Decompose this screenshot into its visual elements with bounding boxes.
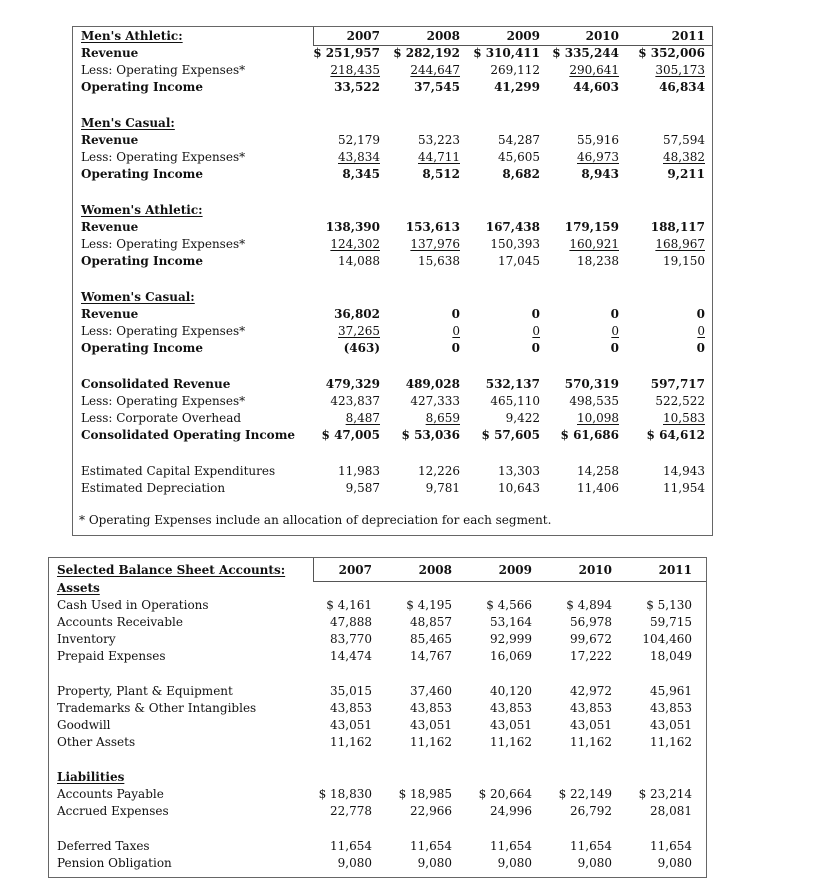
cell-value: $ 4,566 [486,598,532,612]
cell-value: 33,522 [334,80,380,94]
cell-value: $ 64,612 [646,428,705,442]
cell-value: 597,717 [650,377,705,391]
cell-value: 9,211 [667,167,705,181]
cell-value: 99,672 [570,632,612,646]
cell-value: 0 [532,324,540,338]
cell-value: 40,120 [490,684,532,698]
cell-value: 9,080 [577,856,612,870]
cell-value: 11,406 [577,481,619,495]
row-label: Less: Operating Expenses* [81,150,246,164]
cell-value: 305,173 [655,63,705,77]
cell-value: 45,605 [498,150,540,164]
row-label: Estimated Depreciation [81,481,226,495]
row-label: Operating Income [81,167,203,181]
cell-value: 11,654 [410,839,452,853]
cell-value: 43,051 [490,718,532,732]
cell-value: 83,770 [330,632,372,646]
cell-value: 10,583 [663,411,705,425]
row-label: Accounts Payable [57,787,164,801]
cell-value: 11,983 [338,464,380,478]
row-label: Less: Operating Expenses* [81,237,246,251]
cell-value: 43,051 [410,718,452,732]
cell-value: 17,045 [498,254,540,268]
cell-value: 52,179 [338,133,380,147]
cell-value: 43,051 [330,718,372,732]
cell-value: 44,711 [418,150,460,164]
cell-value: 13,303 [498,464,540,478]
cell-value: 489,028 [405,377,460,391]
cell-value: 9,781 [425,481,460,495]
cell-value: 150,393 [490,237,540,251]
cell-value: 11,654 [570,839,612,853]
cell-value: $ 4,195 [406,598,452,612]
cell-value: 11,162 [490,735,532,749]
cell-value: 11,162 [650,735,692,749]
cell-value: 427,333 [410,394,460,408]
cell-value: 188,117 [650,220,705,234]
cell-value: 244,647 [410,63,460,77]
cell-value: 43,051 [650,718,692,732]
cell-value: 11,954 [663,481,705,495]
cell-value: 11,654 [490,839,532,853]
cell-value: 11,654 [330,839,372,853]
cell-value: 43,853 [490,701,532,715]
balance-sheet-table [48,557,707,878]
cell-value: 42,972 [570,684,612,698]
cell-value: 104,460 [642,632,692,646]
year-header: 2011 [658,563,692,577]
cell-value: 28,081 [650,804,692,818]
cell-value: 269,112 [490,63,540,77]
cell-value: 43,051 [570,718,612,732]
cell-value: 0 [610,341,619,355]
row-label: Cash Used in Operations [57,598,209,612]
cell-value: 35,015 [330,684,372,698]
cell-value: 14,258 [577,464,619,478]
cell-value: $ 61,686 [560,428,619,442]
year-header: 2011 [671,29,705,43]
row-label: Operating Income [81,254,203,268]
cell-value: $ 18,830 [318,787,372,801]
cell-value: 92,999 [490,632,532,646]
cell-value: 8,487 [345,411,380,425]
row-label: Revenue [81,46,139,60]
cell-value: 22,966 [410,804,452,818]
row-label: Consolidated Operating Income [81,428,296,442]
row-label: Less: Operating Expenses* [81,63,246,77]
cell-value: 48,382 [663,150,705,164]
cell-value: 55,916 [577,133,619,147]
cell-value: 85,465 [410,632,452,646]
cell-value: 9,080 [417,856,452,870]
cell-value: $ 352,006 [638,46,705,60]
cell-value: 37,265 [338,324,380,338]
row-label: Property, Plant & Equipment [57,684,233,698]
cell-value: 570,319 [564,377,619,391]
cell-value: 0 [451,341,460,355]
cell-value: 218,435 [330,63,380,77]
cell-value: 179,159 [564,220,619,234]
cell-value: 9,587 [345,481,380,495]
cell-value: 46,973 [577,150,619,164]
cell-value: 10,098 [577,411,619,425]
cell-value: 47,888 [330,615,372,629]
row-label: Revenue [81,307,139,321]
cell-value: $ 251,957 [313,46,380,60]
cell-value: 0 [451,307,460,321]
group-title: Liabilities [57,770,125,784]
year-header: 2008 [426,29,460,43]
cell-value: 9,080 [657,856,692,870]
cell-value: 10,643 [498,481,540,495]
year-header-rule [313,581,706,582]
cell-value: 124,302 [330,237,380,251]
balance-header: Selected Balance Sheet Accounts: [57,563,286,577]
cell-value: 9,080 [497,856,532,870]
cell-value: 11,654 [650,839,692,853]
cell-value: 14,474 [330,649,372,663]
cell-value: 18,238 [577,254,619,268]
cell-value: $ 23,214 [638,787,692,801]
cell-value: 18,049 [650,649,692,663]
row-label: Less: Operating Expenses* [81,324,246,338]
cell-value: 532,137 [485,377,540,391]
row-label: Accrued Expenses [57,804,169,818]
cell-value: $ 18,985 [398,787,452,801]
cell-value: 8,659 [425,411,460,425]
cell-value: 43,853 [650,701,692,715]
row-label: Pension Obligation [57,856,172,870]
footnote: * Operating Expenses include an allocation of depreciation for each segment. [79,513,552,527]
cell-value: 46,834 [659,80,705,94]
cell-value: $ 310,411 [473,46,540,60]
cell-value: 19,150 [663,254,705,268]
cell-value: 15,638 [418,254,460,268]
cell-value: 0 [611,324,619,338]
cell-value: 43,853 [330,701,372,715]
cell-value: 14,088 [338,254,380,268]
cell-value: 8,512 [422,167,460,181]
cell-value: $ 22,149 [558,787,612,801]
cell-value: 36,802 [334,307,380,321]
cell-value: 24,996 [490,804,532,818]
year-header: 2009 [498,563,532,577]
cell-value: 522,522 [655,394,705,408]
cell-value: 48,857 [410,615,452,629]
row-label: Estimated Capital Expenditures [81,464,276,478]
row-label: Goodwill [57,718,111,732]
cell-value: 8,943 [581,167,619,181]
section-title: Women's Casual: [81,290,195,304]
row-label: Other Assets [57,735,136,749]
cell-value: 41,299 [494,80,540,94]
cell-value: 8,682 [502,167,540,181]
cell-value: 54,287 [498,133,540,147]
year-header: 2007 [338,563,372,577]
cell-value: 9,080 [337,856,372,870]
cell-value: 43,853 [570,701,612,715]
cell-value: $ 4,894 [566,598,612,612]
cell-value: 53,164 [490,615,532,629]
cell-value: $ 4,161 [326,598,372,612]
year-header: 2008 [418,563,452,577]
section-title: Women's Athletic: [81,203,203,217]
cell-value: 423,837 [330,394,380,408]
cell-value: 0 [610,307,619,321]
year-header: 2007 [346,29,380,43]
cell-value: 45,961 [650,684,692,698]
row-label: Operating Income [81,341,203,355]
row-label: Operating Income [81,80,203,94]
row-label: Accounts Receivable [57,615,183,629]
cell-value: 167,438 [485,220,540,234]
year-header: 2010 [585,29,619,43]
cell-value: 465,110 [490,394,540,408]
cell-value: 11,162 [330,735,372,749]
cell-value: 479,329 [325,377,380,391]
cell-value: 44,603 [573,80,619,94]
cell-value: $ 47,005 [321,428,380,442]
cell-value: $ 282,192 [393,46,460,60]
cell-value: 11,162 [570,735,612,749]
cell-value: 17,222 [570,649,612,663]
cell-value: 8,345 [342,167,380,181]
year-header: 2010 [578,563,612,577]
row-label: Revenue [81,133,139,147]
cell-value: $ 335,244 [552,46,619,60]
cell-value: 37,545 [414,80,460,94]
cell-value: $ 53,036 [401,428,460,442]
cell-value: 43,834 [338,150,380,164]
group-title: Assets [57,581,100,595]
row-label: Revenue [81,220,139,234]
year-header: 2009 [506,29,540,43]
cell-value: 22,778 [330,804,372,818]
cell-value: 0 [531,341,540,355]
cell-value: 26,792 [570,804,612,818]
cell-value: 290,641 [569,63,619,77]
cell-value: 53,223 [418,133,460,147]
cell-value: 498,535 [569,394,619,408]
row-label: Less: Operating Expenses* [81,394,246,408]
section-title: Men's Athletic: [81,29,183,43]
cell-value: 0 [452,324,460,338]
cell-value: 16,069 [490,649,532,663]
cell-value: $ 5,130 [646,598,692,612]
cell-value: 168,967 [655,237,705,251]
section-title: Men's Casual: [81,116,175,130]
cell-value: $ 20,664 [478,787,532,801]
cell-value: 59,715 [650,615,692,629]
cell-value: 37,460 [410,684,452,698]
cell-value: 137,976 [410,237,460,251]
cell-value: 0 [697,324,705,338]
cell-value: 138,390 [325,220,380,234]
cell-value: 12,226 [418,464,460,478]
cell-value: 153,613 [405,220,460,234]
cell-value: 56,978 [570,615,612,629]
cell-value: 0 [531,307,540,321]
row-label: Inventory [57,632,116,646]
row-label: Trademarks & Other Intangibles [57,701,257,715]
row-label: Consolidated Revenue [81,377,231,391]
cell-value: 14,943 [663,464,705,478]
cell-value: (463) [343,341,380,355]
cell-value: 0 [696,307,705,321]
cell-value: 57,594 [663,133,705,147]
cell-value: 0 [696,341,705,355]
row-label: Less: Corporate Overhead [81,411,242,425]
income-statement-table [72,26,713,536]
cell-value: 11,162 [410,735,452,749]
row-label: Deferred Taxes [57,839,150,853]
cell-value: 160,921 [569,237,619,251]
cell-value: $ 57,605 [481,428,540,442]
cell-value: 43,853 [410,701,452,715]
cell-value: 14,767 [410,649,452,663]
row-label: Prepaid Expenses [57,649,166,663]
cell-value: 9,422 [505,411,540,425]
